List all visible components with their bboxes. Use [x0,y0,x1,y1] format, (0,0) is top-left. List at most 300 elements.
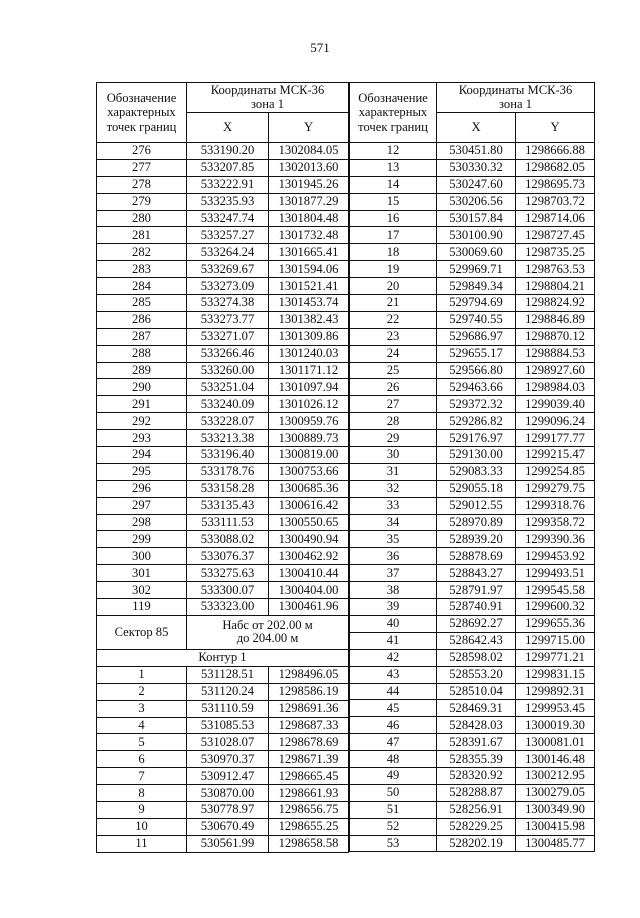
point-id: 299 [97,531,187,548]
table-row [97,227,349,244]
y-value: 1300685.36 [269,480,349,497]
point-id: 6 [97,751,187,768]
table-row [97,244,349,261]
point-id: 302 [97,582,187,599]
x-value: 528391.67 [437,734,516,751]
coords-zone: зона 1 [251,96,284,111]
table-row [97,497,349,514]
right-rows [350,143,595,852]
y-value: 1301382.43 [269,311,349,328]
table-row [350,447,595,464]
x-value: 531120.24 [187,683,269,700]
point-id: 8 [97,785,187,802]
x-value: 530870.00 [187,785,269,802]
table-row [350,717,595,734]
x-value: 528692.27 [437,615,516,632]
x-value: 529055.18 [437,480,516,497]
y-value: 1298655.25 [269,818,349,835]
x-value: 529012.55 [437,497,516,514]
x-value: 530206.56 [437,193,516,210]
y-header: Y [516,113,595,143]
table-row [350,396,595,413]
y-value: 1300753.66 [269,463,349,480]
y-value: 1299390.36 [516,531,595,548]
point-id: 293 [97,430,187,447]
point-id: 281 [97,227,187,244]
point-id: 34 [350,514,437,531]
y-value: 1301097.94 [269,379,349,396]
table-row [97,261,349,278]
point-id: 284 [97,278,187,295]
coords-title: Координаты МСК-36 [458,83,573,97]
left-rows-contour [97,666,349,852]
y-value: 1298687.33 [269,717,349,734]
table-row [97,413,349,430]
x-value: 533323.00 [187,599,269,616]
y-value: 1300616.42 [269,497,349,514]
x-value: 533135.43 [187,497,269,514]
y-value: 1301877.29 [269,193,349,210]
table-row [350,379,595,396]
y-value: 1299655.36 [516,615,595,632]
table-row [97,565,349,582]
x-value: 528288.87 [437,784,516,801]
point-id: 285 [97,295,187,312]
sector-height [187,615,349,649]
y-value: 1299318.76 [516,497,595,514]
y-value: 1299771.21 [516,649,595,666]
point-id: 11 [97,835,187,852]
y-value: 1300081.01 [516,734,595,751]
y-value: 1301026.12 [269,396,349,413]
table-row [97,362,349,379]
x-value: 528229.25 [437,818,516,835]
table-row [97,531,349,548]
contour-label: Контур 1 [97,649,349,666]
x-value: 530561.99 [187,835,269,852]
table-row [350,615,595,632]
y-value: 1300404.00 [269,582,349,599]
point-id: 39 [350,599,437,616]
x-value: 533300.07 [187,582,269,599]
y-value: 1298984.03 [516,379,595,396]
table-row [350,311,595,328]
y-value: 1298665.45 [269,768,349,785]
y-value: 1298927.60 [516,362,595,379]
y-value: 1299254.85 [516,463,595,480]
point-id: 42 [350,649,437,666]
y-value: 1302013.60 [269,159,349,176]
table-row [350,683,595,700]
y-value: 1300146.48 [516,751,595,768]
y-value: 1298658.58 [269,835,349,852]
point-id: 2 [97,683,187,700]
point-id: 41 [350,632,437,649]
coords-header [187,83,349,113]
point-id: 27 [350,396,437,413]
point-id: 294 [97,447,187,464]
point-id: 277 [97,159,187,176]
y-value: 1299177.77 [516,430,595,447]
point-id: 278 [97,176,187,193]
x-value: 533273.09 [187,278,269,295]
point-id: 290 [97,379,187,396]
table-row [350,599,595,616]
x-value: 529463.66 [437,379,516,396]
x-value: 533247.74 [187,210,269,227]
x-value: 528256.91 [437,801,516,818]
x-value: 531128.51 [187,666,269,683]
x-value: 530778.97 [187,801,269,818]
coordinates-table-right [349,82,595,852]
y-value: 1298824.92 [516,295,595,312]
x-value: 528642.43 [437,632,516,649]
table-row [350,582,595,599]
point-id: 14 [350,176,437,193]
table-row [350,801,595,818]
point-id: 38 [350,582,437,599]
x-value: 528598.02 [437,649,516,666]
table-row [350,193,595,210]
x-value: 529740.55 [437,311,516,328]
y-value: 1300490.94 [269,531,349,548]
table-row [97,751,349,768]
point-id: 296 [97,480,187,497]
y-value: 1299453.92 [516,548,595,565]
table-row [350,244,595,261]
x-value: 533111.53 [187,514,269,531]
x-value: 533274.38 [187,295,269,312]
point-id: 300 [97,548,187,565]
x-header: X [187,113,269,143]
y-value: 1300550.65 [269,514,349,531]
table-row [97,328,349,345]
point-id: 40 [350,615,437,632]
point-id: 46 [350,717,437,734]
x-value: 528791.97 [437,582,516,599]
y-value: 1299039.40 [516,396,595,413]
x-value: 529176.97 [437,430,516,447]
table-row [97,210,349,227]
x-value: 533275.63 [187,565,269,582]
table-row [350,278,595,295]
x-value: 528428.03 [437,717,516,734]
table-row [97,311,349,328]
x-value: 528553.20 [437,666,516,683]
x-value: 533228.07 [187,413,269,430]
table-row [350,497,595,514]
table-row [350,210,595,227]
x-value: 528355.39 [437,751,516,768]
table-row [97,599,349,616]
y-value: 1298714.06 [516,210,595,227]
y-value: 1298846.89 [516,311,595,328]
point-id: 13 [350,159,437,176]
table-row [350,767,595,784]
table-row [97,548,349,565]
coords-zone: зона 1 [499,96,532,111]
point-id: 295 [97,463,187,480]
table-row [97,295,349,312]
table-row [350,632,595,649]
point-id: 32 [350,480,437,497]
y-value: 1298682.05 [516,159,595,176]
y-value: 1298661.93 [269,785,349,802]
x-value: 533158.28 [187,480,269,497]
x-value: 533190.20 [187,143,269,160]
y-value: 1300959.76 [269,413,349,430]
point-id: 51 [350,801,437,818]
table-row [350,700,595,717]
table-row [97,480,349,497]
point-id: 7 [97,768,187,785]
y-value: 1300349.90 [516,801,595,818]
point-id: 276 [97,143,187,160]
y-value: 1301665.41 [269,244,349,261]
y-value: 1299953.45 [516,700,595,717]
x-value: 529794.69 [437,295,516,312]
point-id: 25 [350,362,437,379]
y-value: 1300212.95 [516,767,595,784]
point-id: 280 [97,210,187,227]
x-value: 533264.24 [187,244,269,261]
y-value: 1299545.58 [516,582,595,599]
point-id: 279 [97,193,187,210]
x-value: 530100.90 [437,227,516,244]
y-value: 1298586.19 [269,683,349,700]
x-header: X [437,113,516,143]
x-value: 533266.46 [187,345,269,362]
x-value: 533207.85 [187,159,269,176]
table-row [97,176,349,193]
table-row [97,785,349,802]
x-value: 531028.07 [187,734,269,751]
x-value: 530157.84 [437,210,516,227]
x-value: 529130.00 [437,447,516,464]
x-value: 530069.60 [437,244,516,261]
y-value: 1298671.39 [269,751,349,768]
x-value: 533196.40 [187,447,269,464]
table-row [350,784,595,801]
y-value: 1301309.86 [269,328,349,345]
x-value: 533257.27 [187,227,269,244]
table-row [97,768,349,785]
point-id: 47 [350,734,437,751]
y-value: 1299715.00 [516,632,595,649]
x-value: 529686.97 [437,328,516,345]
table-row [97,801,349,818]
coordinates-table-left [96,82,349,853]
point-id: 24 [350,345,437,362]
table-row [350,413,595,430]
point-id: 289 [97,362,187,379]
table-row [350,666,595,683]
left-rows-main [97,143,349,616]
y-value: 1300462.92 [269,548,349,565]
table-row [350,143,595,160]
table-row [350,345,595,362]
y-value: 1300279.05 [516,784,595,801]
point-id: 119 [97,599,187,616]
point-id: 18 [350,244,437,261]
point-id: 291 [97,396,187,413]
table-row [97,447,349,464]
point-id: 28 [350,413,437,430]
table-row [350,430,595,447]
point-id: 12 [350,143,437,160]
x-value: 533222.91 [187,176,269,193]
designation-header: Обозначение характерных точек границ [97,83,187,143]
y-value: 1301945.26 [269,176,349,193]
point-id: 36 [350,548,437,565]
x-value: 533271.07 [187,328,269,345]
point-id: 53 [350,835,437,852]
point-id: 288 [97,345,187,362]
point-id: 37 [350,565,437,582]
sector-height-from: Набс от 202.00 м [222,618,313,633]
table-row [350,751,595,768]
y-value: 1301240.03 [269,345,349,362]
point-id: 21 [350,295,437,312]
x-value: 529286.82 [437,413,516,430]
x-value: 533269.67 [187,261,269,278]
x-value: 530451.80 [437,143,516,160]
point-id: 4 [97,717,187,734]
table-row [97,379,349,396]
y-value: 1299279.75 [516,480,595,497]
x-value: 530247.60 [437,176,516,193]
x-value: 533235.93 [187,193,269,210]
point-id: 287 [97,328,187,345]
x-value: 529083.33 [437,463,516,480]
y-value: 1299493.51 [516,565,595,582]
point-id: 5 [97,734,187,751]
y-value: 1298763.53 [516,261,595,278]
table-row [97,700,349,717]
x-value: 533251.04 [187,379,269,396]
table-row [97,514,349,531]
point-id: 282 [97,244,187,261]
y-value: 1300485.77 [516,835,595,852]
table-row [97,666,349,683]
x-value: 529372.32 [437,396,516,413]
table-row [97,717,349,734]
point-id: 44 [350,683,437,700]
point-id: 50 [350,784,437,801]
point-id: 17 [350,227,437,244]
y-value: 1299600.32 [516,599,595,616]
point-id: 16 [350,210,437,227]
page-number: 571 [310,40,330,55]
table-row [350,362,595,379]
x-value: 530670.49 [187,818,269,835]
y-value: 1298666.88 [516,143,595,160]
x-value: 528510.04 [437,683,516,700]
x-value: 528740.91 [437,599,516,616]
x-value: 531085.53 [187,717,269,734]
y-value: 1299215.47 [516,447,595,464]
point-id: 298 [97,514,187,531]
x-value: 528843.27 [437,565,516,582]
point-id: 297 [97,497,187,514]
point-id: 301 [97,565,187,582]
point-id: 15 [350,193,437,210]
y-value: 1301804.48 [269,210,349,227]
point-id: 22 [350,311,437,328]
table-row [350,531,595,548]
y-value: 1298727.45 [516,227,595,244]
x-value: 528878.69 [437,548,516,565]
y-value: 1298703.72 [516,193,595,210]
y-value: 1298804.21 [516,278,595,295]
table-row [350,818,595,835]
table-row [97,193,349,210]
point-id: 45 [350,700,437,717]
point-id: 33 [350,497,437,514]
table-row [350,835,595,852]
x-value: 533273.77 [187,311,269,328]
y-value: 1299358.72 [516,514,595,531]
table-row [97,278,349,295]
table-row [97,396,349,413]
y-value: 1298691.36 [269,700,349,717]
point-id: 286 [97,311,187,328]
point-id: 283 [97,261,187,278]
point-id: 43 [350,666,437,683]
table-row [350,734,595,751]
point-id: 9 [97,801,187,818]
table-row [350,295,595,312]
table-row [350,548,595,565]
point-id: 1 [97,666,187,683]
y-value: 1298678.69 [269,734,349,751]
y-value: 1298695.73 [516,176,595,193]
table-row [350,565,595,582]
y-header: Y [269,113,349,143]
x-value: 530330.32 [437,159,516,176]
point-id: 26 [350,379,437,396]
table-row [97,345,349,362]
x-value: 533240.09 [187,396,269,413]
sector-height-to: до 204.00 м [236,631,299,646]
coords-header [437,83,595,113]
x-value: 531110.59 [187,700,269,717]
x-value: 528202.19 [437,835,516,852]
x-value: 533178.76 [187,463,269,480]
y-value: 1298735.25 [516,244,595,261]
table-row [350,514,595,531]
point-id: 35 [350,531,437,548]
sector-label: Сектор 85 [97,615,187,649]
table-row [97,818,349,835]
y-value: 1300415.98 [516,818,595,835]
designation-header: Обозначение характерных точек границ [350,83,437,143]
y-value: 1299096.24 [516,413,595,430]
point-id: 20 [350,278,437,295]
x-value: 528970.89 [437,514,516,531]
table-row [350,159,595,176]
x-value: 529969.71 [437,261,516,278]
x-value: 530912.47 [187,768,269,785]
point-id: 31 [350,463,437,480]
y-value: 1300019.30 [516,717,595,734]
x-value: 528939.20 [437,531,516,548]
point-id: 292 [97,413,187,430]
y-value: 1300819.00 [269,447,349,464]
y-value: 1300889.73 [269,430,349,447]
table-row [97,463,349,480]
point-id: 48 [350,751,437,768]
